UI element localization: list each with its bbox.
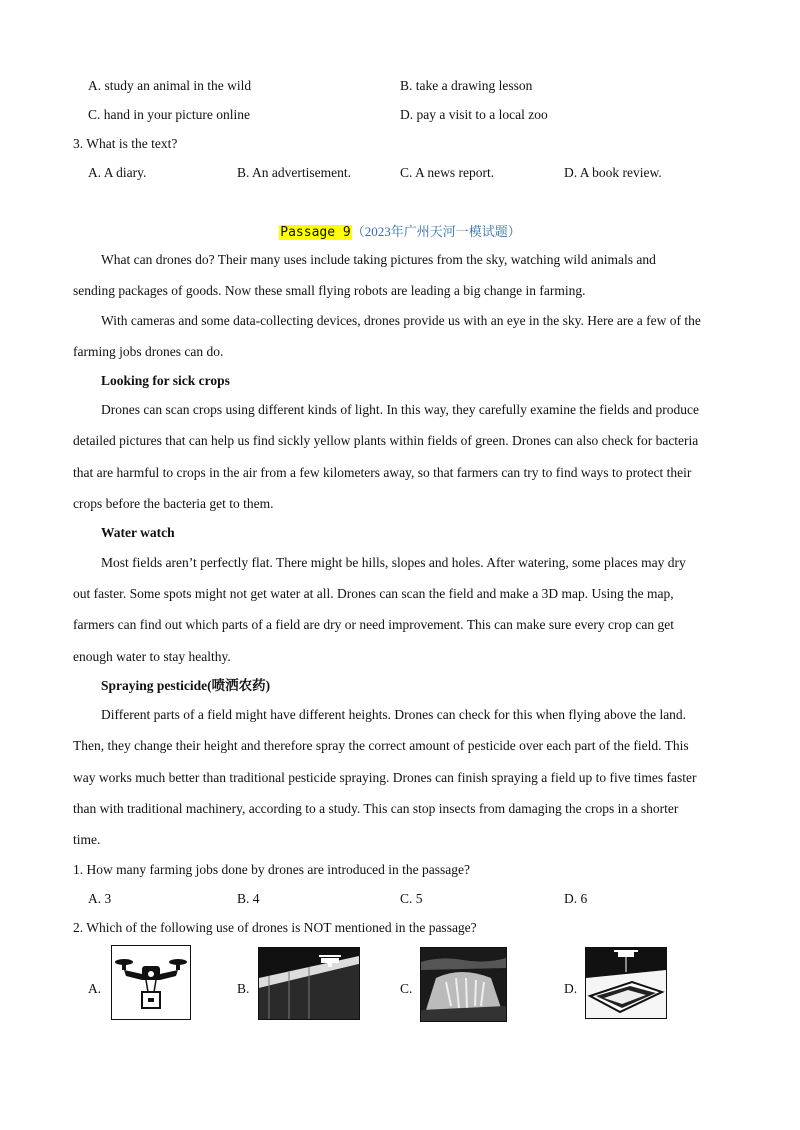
p1-line-1: What can drones do? Their many uses include taking pictures from the sky, watching wild animals and (101, 252, 656, 267)
p5-line-1: Different parts of a field might have different heights. Drones can check for this when flying above the land. (101, 707, 687, 722)
q1-option-d: D. 6 (564, 891, 588, 906)
prev-q3-stem: 3. What is the text? (73, 136, 178, 151)
prev-q2-option-a: A. study an animal in the wild (88, 78, 252, 93)
q2-option-b-label: B. (237, 981, 250, 996)
passage-heading (0, 221, 800, 240)
q2-option-d-label: D. (564, 981, 578, 996)
p4-line-1: Most fields aren’t perfectly flat. There might be hills, slopes and holes. After watering, some places may dry (101, 555, 686, 570)
prev-q2-option-d: D. pay a visit to a local zoo (400, 107, 548, 122)
drone-greenhouse-icon (259, 948, 359, 1019)
p4-line-4: enough water to stay healthy. (73, 649, 231, 664)
p1-line-2: sending packages of goods. Now these small flying robots are leading a big change in farming. (73, 283, 586, 298)
q1-option-a: A. 3 (88, 891, 112, 906)
passage-source: （2023年广州天河一模试题） (351, 224, 521, 239)
q1-option-b: B. 4 (237, 891, 260, 906)
p5-line-4: than with traditional machinery, according to a study. This can stop insects from damaging the crops in a shorter (73, 801, 679, 816)
drone-3d-map-picture (585, 947, 667, 1019)
prev-q2-option-c: C. hand in your picture online (88, 107, 250, 122)
prev-q2-option-b: B. take a drawing lesson (400, 78, 533, 93)
drone-greenhouse-picture (258, 947, 360, 1020)
section-heading-sick-crops: Looking for sick crops (101, 373, 230, 388)
prev-q3-option-b: B. An advertisement. (237, 165, 351, 180)
crop-field-picture (420, 947, 507, 1022)
q2-option-a-label: A. (88, 981, 102, 996)
q2-option-c-label: C. (400, 981, 413, 996)
p3-line-2: detailed pictures that can help us find sickly yellow plants within fields of green. Drones can also check for bacteria (73, 433, 699, 448)
section-heading-water-watch: Water watch (101, 525, 175, 540)
p2-line-2: farming jobs drones can do. (73, 344, 224, 359)
drone-map-icon (586, 948, 666, 1018)
section-heading-spraying: Spraying pesticide(喷洒农药) (101, 678, 271, 693)
crop-field-icon (421, 948, 506, 1021)
p2-line-1: With cameras and some data-collecting devices, drones provide us with an eye in the sky. Here are a few of the (101, 313, 701, 328)
prev-q3-option-d: D. A book review. (564, 165, 662, 180)
drone-package-icon (112, 946, 190, 1019)
drone-delivery-picture (111, 945, 191, 1020)
prev-q3-option-a: A. A diary. (88, 165, 147, 180)
q1-option-c: C. 5 (400, 891, 423, 906)
p5-line-5: time. (73, 832, 101, 847)
p3-line-4: crops before the bacteria get to them. (73, 496, 274, 511)
p5-line-3: way works much better than traditional pesticide spraying. Drones can finish spraying a field up to five times faster (73, 770, 697, 785)
p3-line-3: that are harmful to crops in the air from a few kilometers away, so that farmers can try to find ways to protect their (73, 465, 692, 480)
prev-q3-option-c: C. A news report. (400, 165, 495, 180)
p5-line-2: Then, they change their height and therefore spray the correct amount of pesticide over each part of the field. This (73, 738, 689, 753)
p4-line-2: out faster. Some spots might not get water at all. Drones can scan the field and make a 3D map. Using the map, (73, 586, 674, 601)
q1-stem: 1. How many farming jobs done by drones are introduced in the passage? (73, 862, 471, 877)
p3-line-1: Drones can scan crops using different kinds of light. In this way, they carefully examine the fields and produce (101, 402, 699, 417)
p4-line-3: farmers can find out which parts of a field are dry or need improvement. This can make sure every crop can get (73, 617, 675, 632)
q2-stem: 2. Which of the following use of drones is NOT mentioned in the passage? (73, 920, 477, 935)
passage-title: Passage 9 (280, 225, 351, 240)
